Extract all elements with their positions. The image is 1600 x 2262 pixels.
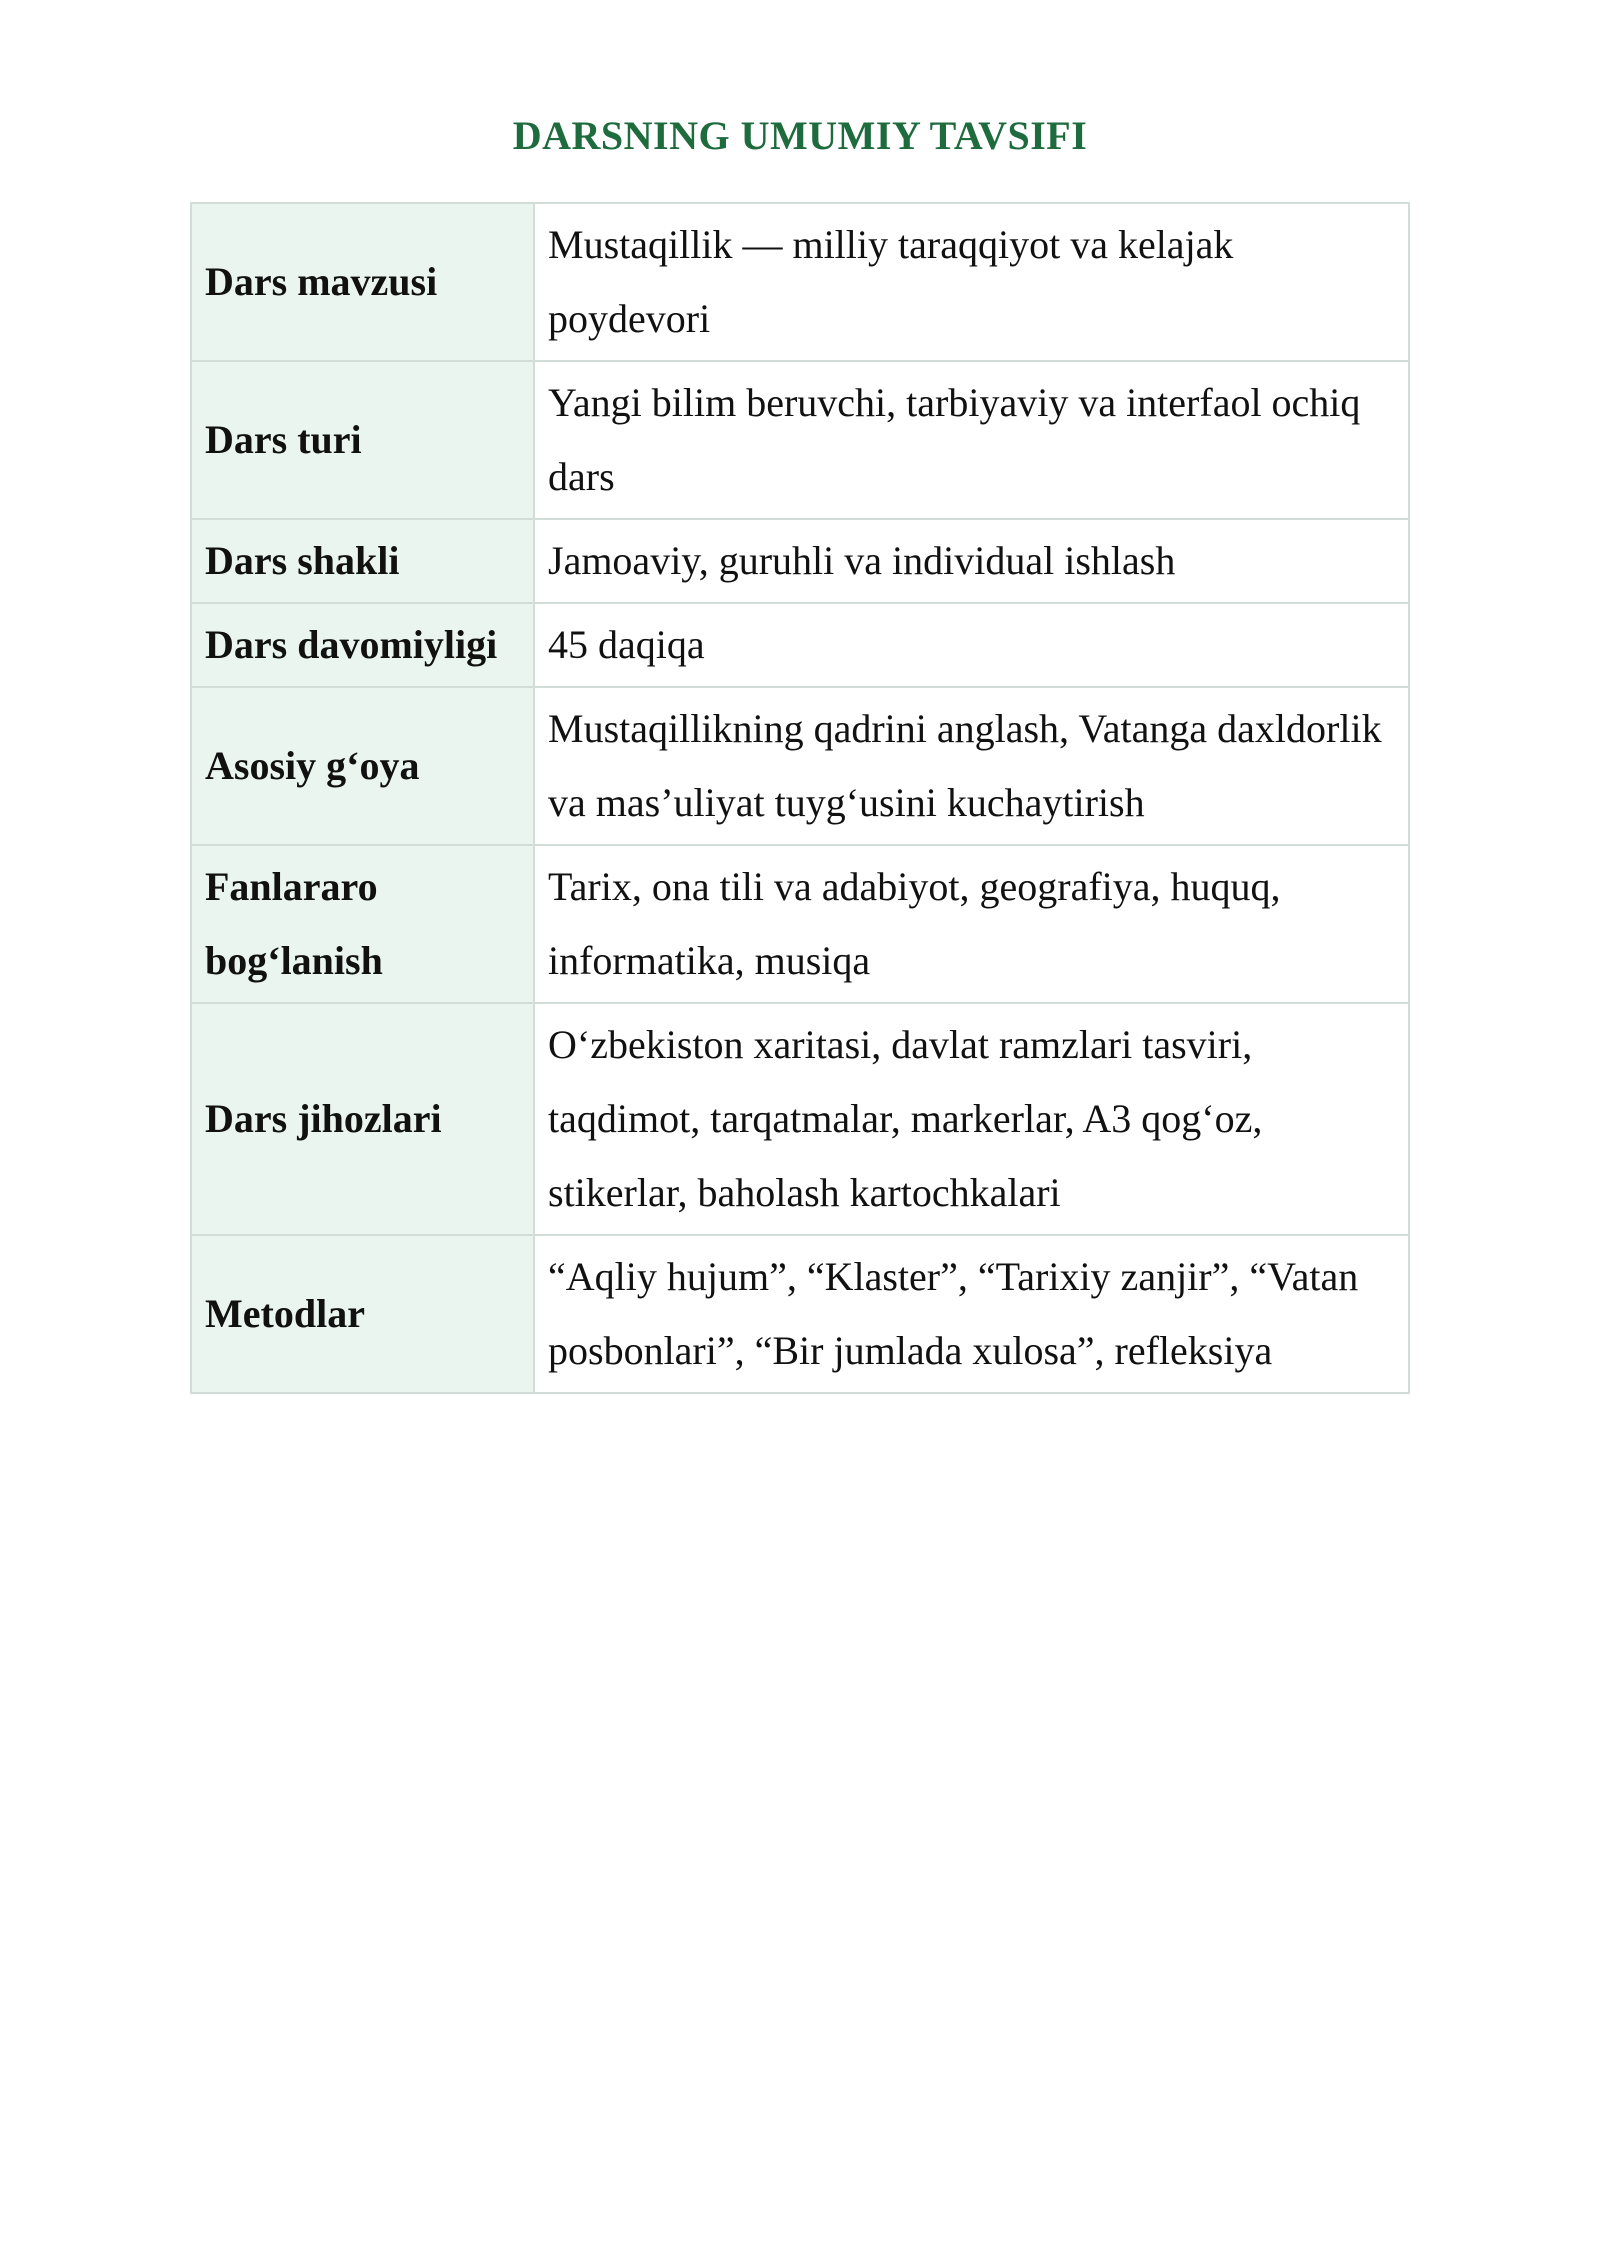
row-label: Fanlararo bog‘lanish [191, 845, 534, 1003]
row-value: Mustaqillik — milliy taraqqiyot va kelajak poydevori [534, 203, 1409, 361]
row-label: Dars davomiyligi [191, 603, 534, 687]
row-value: Mustaqillikning qadrini anglash, Vatanga daxldorlik va mas’uliyat tuyg‘usini kuchaytirish [534, 687, 1409, 845]
table-row [191, 603, 1409, 687]
row-value: Jamoaviy, guruhli va individual ishlash [534, 519, 1409, 603]
table-row [191, 1003, 1409, 1235]
page-title: DARSNING UMUMIY TAVSIFI [512, 113, 1088, 158]
row-value: Tarix, ona tili va adabiyot, geografiya, huquq, informatika, musiqa [534, 845, 1409, 1003]
row-value: Yangi bilim beruvchi, tarbiyaviy va interfaol ochiq dars [534, 361, 1409, 519]
row-label: Metodlar [191, 1235, 534, 1393]
row-label: Dars jihozlari [191, 1003, 534, 1235]
table-row [191, 1235, 1409, 1393]
table-row [191, 361, 1409, 519]
row-value: O‘zbekiston xaritasi, davlat ramzlari tasviri, taqdimot, tarqatmalar, markerlar, A3 qog‘oz, stikerlar, baholash kartochkalari [534, 1003, 1409, 1235]
row-label: Dars mavzusi [191, 203, 534, 361]
table-row [191, 519, 1409, 603]
table-row [191, 845, 1409, 1003]
table-row [191, 687, 1409, 845]
row-label: Asosiy g‘oya [191, 687, 534, 845]
lesson-overview-table [190, 202, 1410, 1394]
row-label: Dars shakli [191, 519, 534, 603]
row-label: Dars turi [191, 361, 534, 519]
row-value: “Aqliy hujum”, “Klaster”, “Tarixiy zanjir”, “Vatan posbonlari”, “Bir jumlada xulosa”, refleksiya [534, 1235, 1409, 1393]
table-row [191, 203, 1409, 361]
row-value: 45 daqiqa [534, 603, 1409, 687]
